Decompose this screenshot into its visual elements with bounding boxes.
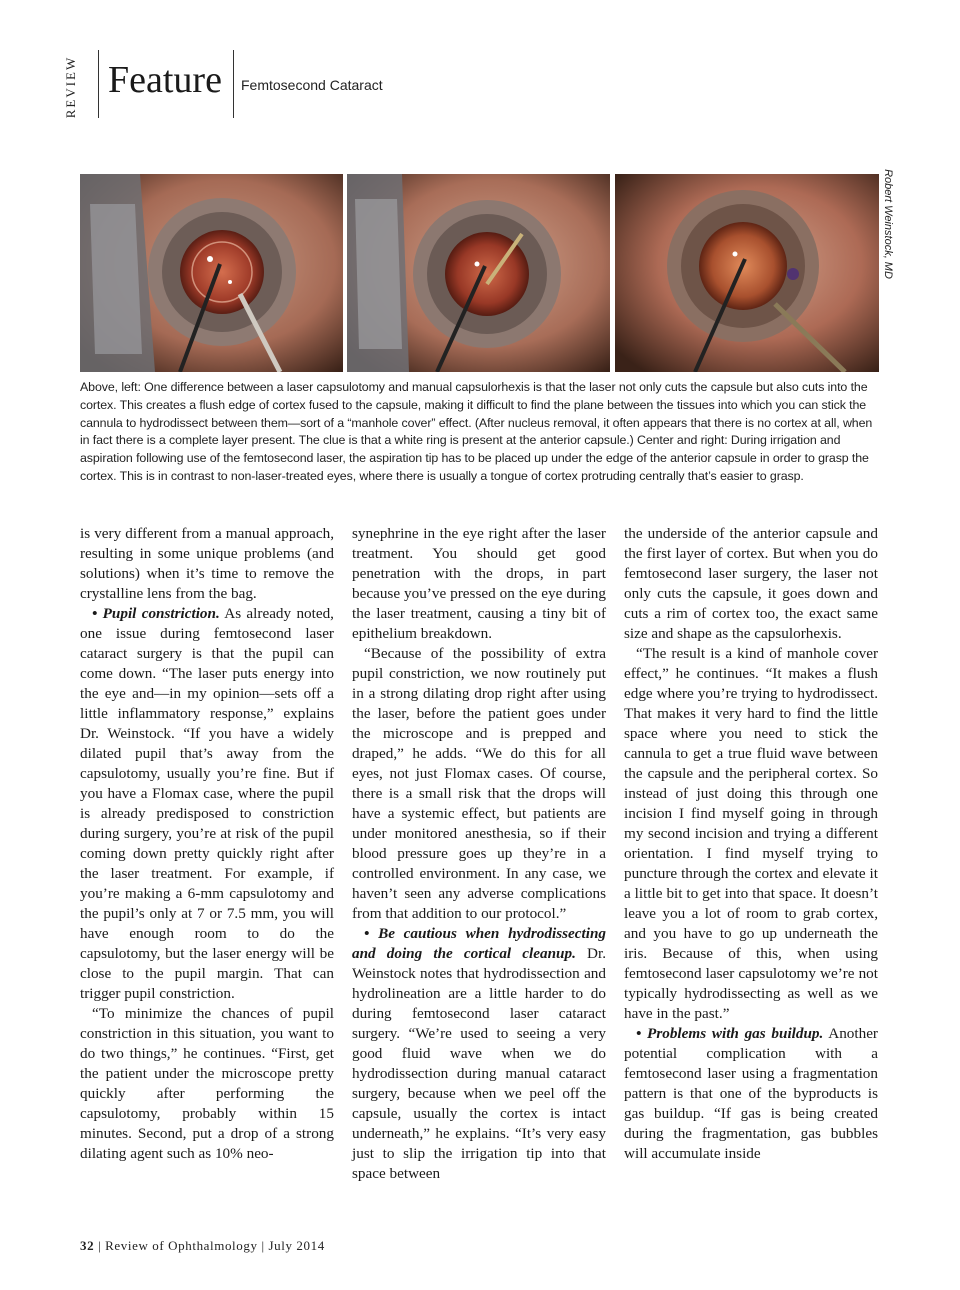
feature-label: Feature: [108, 59, 222, 101]
body-column-1: [80, 524, 334, 1164]
header-divider: [98, 50, 99, 118]
subhead: • Pupil constriction.: [92, 605, 220, 622]
paragraph: synephrine in the eye right after the laser treatment. You should get good penetration with the drops, in part because you’ve pressed on the eye during the laser treatment, causing a tiny bit of epithelium breakdown.: [352, 525, 606, 642]
paragraph: • Be cautious when hydrodissecting and doing the cortical cleanup. Dr. Weinstock notes that hydrodissection and hydrolineation are a little harder to do during femtosecond laser cataract surgery. “We’re used to seeing a very good fluid wave when we do hydrodissection during manual cataract surgery, because when we peel off the capsule, usually the cortex is intact underneath,” he explains. “It’s very easy just to slip the irrigation tip into that space between: [352, 925, 606, 1182]
paragraph: is very different from a manual approach, resulting in some unique problems (and solutions) when it’s time to remove the crystalline lens from the bag.: [80, 525, 334, 602]
figure-caption: Above, left: One difference between a laser capsulotomy and manual capsulorhexis is that the laser not only cuts the capsule but also cuts into the cortex. This creates a flush edge of cortex fused to the capsule, making it difficult to find the plane between the tissues into which you can stick the cannula to hydrodissect between them—sort of a “manhole cover” effect. (After nucleus removal, it often appears that there is no cortex at all, when in fact there is a complete layer present. The clue is that a white ring is present at the anterior capsule.) Center and right: During irrigation and aspiration following use of the femtosecond laser, the aspiration tip has to be placed up under the edge of the anterior capsule in order to grasp the cortex. This is in contrast to non-laser-treated eyes, where there is usually a tongue of cortex protruding centrally that’s easier to grasp.: [80, 380, 873, 483]
body-column-2: [352, 524, 606, 1184]
paragraph: “Because of the possibility of extra pupil constriction, we now routinely put in a strong dilating drop right after using the laser, before the patient goes under the microscope and is prepped and draped,” he adds. “We do this for all eyes, not just Flomax cases. Of course, there is a small risk that the drops will have a systemic effect, but patients are under monitored anesthesia, so if their blood pressure goes up they’re in a controlled environment. In any case, we haven’t seen any adverse complications from that addition to our protocol.”: [352, 645, 606, 922]
section-title: Femtosecond Cataract: [241, 77, 383, 93]
paragraph: • Pupil constriction. As already noted, one issue during femtosecond laser cataract surgery is that the pupil can come down. “The laser puts energy into the eye and—in my opinion—sets off a little inflammatory response,” explains Dr. Weinstock. “If you have a widely dilated pupil that’s away from the capsulotomy, usually you’re fine. But if you have a Flomax case, where the pupil is already predisposed to constriction during surgery, you’re at risk of the pupil coming down pretty quickly right after the laser treatment. For example, if you’re making a 6-mm capsulotomy and the pupil’s only at 7 or 7.5 mm, you will have enough room to do the capsulotomy, but the laser energy will be close to the pupil margin. That can trigger pupil constriction.: [80, 605, 334, 1002]
photo-credit: Robert Weinstock, MD: [882, 169, 894, 279]
page-footer: 32 | Review of Ophthalmology | July 2014: [80, 1238, 325, 1253]
paragraph: “The result is a kind of manhole cover effect,” he continues. “It makes a flush edge where you’re trying to hydrodissect. That makes it very hard to find the little space where you need to stick the cannula to get a true fluid wave between the capsule and the peripheral cortex. So instead of just doing this through one incision I find myself going in through my second incision and trying a different orientation. I find myself trying to puncture through the cortex and elevate it a little bit to get into that space. It doesn’t leave you a lot of room to grab cortex, and you have to go up underneath the iris. Because of this, when using femtosecond laser capsulotomy we’re not typically hydrodissecting as well as we have in the past.”: [624, 645, 878, 1022]
page-number: 32: [80, 1238, 95, 1253]
surgery-photo-left: [80, 174, 343, 372]
journal-name: Review of Ophthalmology: [105, 1238, 258, 1253]
body-column-3: [624, 524, 878, 1164]
subhead: • Problems with gas buildup.: [636, 1025, 824, 1042]
subhead: • Be cautious when hydrodissecting and doing the cortical cleanup.: [352, 925, 606, 962]
issue-date: July 2014: [268, 1238, 325, 1253]
review-label: REVIEW: [63, 55, 78, 119]
surgery-photo-center: [347, 174, 610, 372]
paragraph: “To minimize the chances of pupil constriction in this situation, you want to do two things,” he continues. “First, get the patient under the microscope pretty quickly after performing the capsulotomy, probably within 15 minutes. Second, put a drop of a strong dilating agent such as 10% neo-: [80, 1005, 334, 1162]
surgery-photo-right: [615, 174, 879, 372]
paragraph: the underside of the anterior capsule and the first layer of cortex. But when you do femtosecond laser surgery, the laser not only cuts the capsule, it goes down and cuts a rim of cortex too, the exact same size and shape as the capsulorhexis.: [624, 525, 878, 642]
paragraph: • Problems with gas buildup. Another potential complication with a femtosecond laser using a fragmentation pattern is that one of the byproducts is gas buildup. “If gas is being created during the fragmentation, gas bubbles will accumulate inside: [624, 1025, 878, 1162]
header-divider: [233, 50, 234, 118]
